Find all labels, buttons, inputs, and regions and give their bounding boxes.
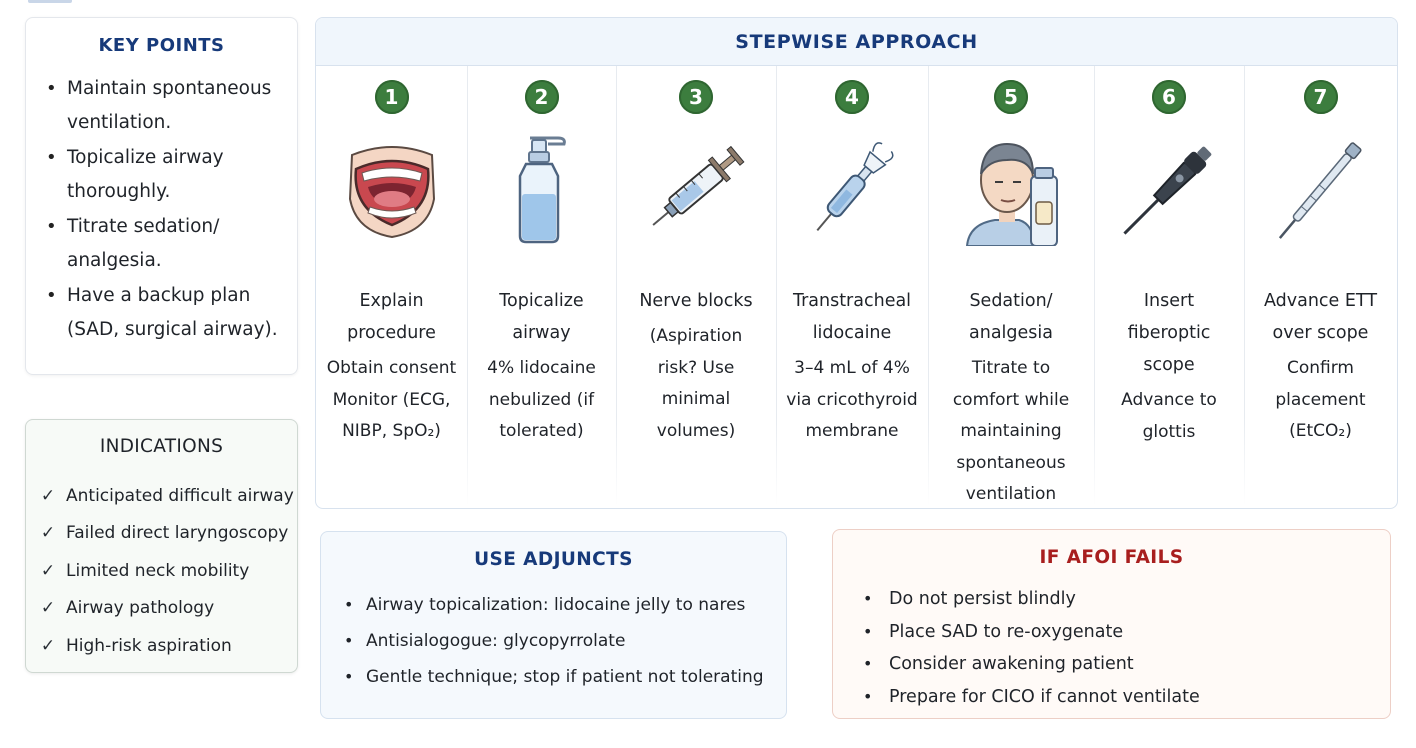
fiberoptic-scope-icon — [1094, 126, 1244, 251]
step-detail: 3–4 mL of 4% via cricothyroid membrane — [786, 358, 918, 441]
step-number-badge: 4 — [835, 80, 869, 114]
step-number-badge: 2 — [525, 80, 559, 114]
indications-title: INDICATIONS — [99, 436, 224, 457]
step-detail: Confirm placement (EtCO₂) — [1275, 358, 1366, 441]
list-item: • Prepare for CICO if cannot ventilate — [863, 681, 1390, 714]
indication-text: Anticipated difficult airway — [66, 485, 294, 506]
check-icon: ✓ — [40, 560, 56, 581]
indications-panel — [25, 419, 298, 673]
patient-with-vial-icon — [928, 126, 1094, 251]
steps-row — [316, 66, 1397, 509]
check-icon: ✓ — [40, 485, 56, 506]
check-icon: ✓ — [40, 598, 56, 619]
indication-text: Failed direct laryngoscopy — [66, 523, 289, 544]
step-1 — [316, 66, 467, 509]
afoi-fails-panel — [832, 529, 1391, 719]
stepwise-panel — [315, 17, 1398, 509]
list-item: • Antisialogogue: glycopyrrolate — [344, 623, 786, 659]
endotracheal-tube-icon — [1244, 126, 1397, 251]
step-number-badge: 6 — [1152, 80, 1186, 114]
key-points-list — [46, 72, 297, 347]
step-2 — [467, 66, 616, 509]
step-detail: Advance to glottis — [1121, 390, 1217, 442]
step-title: Transtracheal lidocaine — [792, 291, 912, 343]
list-item: • Topicalize airway thoroughly. — [46, 141, 236, 209]
list-item — [39, 515, 297, 553]
open-mouth-icon — [316, 126, 467, 251]
step-detail: Obtain consent Monitor (ECG, NIBP, SpO₂) — [326, 358, 457, 441]
list-item — [39, 552, 297, 590]
step-title: Advance ETT over scope — [1263, 291, 1378, 343]
step-title: Insert fiberoptic scope — [1127, 291, 1211, 375]
adjuncts-title: USE ADJUNCTS — [474, 549, 633, 570]
indication-text: Limited neck mobility — [66, 560, 250, 581]
check-icon: ✓ — [40, 523, 56, 544]
key-points-panel — [25, 17, 298, 375]
list-item: • Consider awakening patient — [863, 648, 1390, 681]
step-5 — [928, 66, 1094, 509]
step-title: Topicalize airway — [499, 291, 584, 343]
key-points-title: KEY POINTS — [98, 35, 225, 56]
indications-list — [39, 477, 297, 665]
list-item — [39, 627, 297, 665]
adjuncts-panel — [320, 531, 787, 719]
list-item: • Have a backup plan (SAD, surgical airway). — [46, 279, 286, 347]
list-item: • Titrate sedation/ analgesia. — [46, 210, 246, 278]
indication-text: Airway pathology — [66, 598, 215, 619]
step-detail: Titrate to comfort while maintaining spontaneous ventilation — [952, 358, 1070, 504]
step-detail: 4% lidocaine nebulized (if tolerated) — [487, 358, 596, 441]
list-item: • Airway topicalization: lidocaine jelly to nares — [344, 587, 786, 623]
top-corner-mark — [28, 0, 72, 3]
step-7 — [1244, 66, 1397, 509]
list-item: • Gentle technique; stop if patient not tolerating — [344, 659, 786, 695]
step-detail: (Aspiration risk? Use minimal volumes) — [649, 326, 743, 441]
syringe-icon — [616, 126, 776, 251]
list-item — [39, 477, 297, 515]
list-item: • Place SAD to re-oxygenate — [863, 616, 1390, 649]
atomizer-syringe-icon — [776, 126, 928, 251]
step-title: Nerve blocks — [639, 291, 753, 311]
adjuncts-list — [344, 587, 786, 695]
step-title: Sedation/ analgesia — [969, 291, 1053, 343]
step-number-badge: 3 — [679, 80, 713, 114]
list-item: • Do not persist blindly — [863, 583, 1390, 616]
step-6 — [1094, 66, 1244, 509]
step-title: Explain procedure — [347, 291, 436, 343]
spray-bottle-icon — [467, 126, 616, 251]
step-number-badge: 1 — [375, 80, 409, 114]
check-icon: ✓ — [40, 635, 56, 656]
afoi-fails-list — [863, 583, 1390, 713]
list-item: • Maintain spontaneous ventilation. — [46, 72, 276, 140]
step-3 — [616, 66, 776, 509]
step-number-badge: 7 — [1304, 80, 1338, 114]
list-item — [39, 590, 297, 628]
indication-text: High-risk aspiration — [66, 635, 232, 656]
afoi-fails-title: IF AFOI FAILS — [1039, 547, 1184, 568]
step-number-badge: 5 — [994, 80, 1028, 114]
stepwise-title: STEPWISE APPROACH — [316, 18, 1397, 66]
step-4 — [776, 66, 928, 509]
